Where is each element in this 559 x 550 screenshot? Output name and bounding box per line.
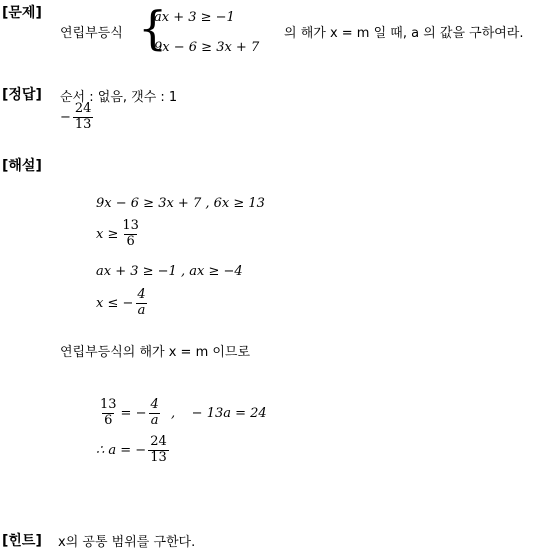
solution-step-4	[96, 288, 150, 319]
step4-fraction	[135, 288, 147, 319]
eq1-denominator-b: a	[150, 412, 159, 428]
eq1-rest: , − 13a = 24	[162, 405, 267, 421]
solution-equation-1	[96, 398, 267, 429]
answer-value	[60, 102, 95, 133]
eq1-numerator-a: 13	[100, 397, 117, 412]
system-line-2: 9x − 6 ≥ 3x + 7	[154, 40, 260, 55]
problem-intro: 연립부등식	[60, 26, 123, 41]
step4-denominator: a	[137, 302, 146, 318]
eq1-fraction-a	[98, 398, 119, 429]
eq1-mid: = −	[120, 405, 147, 421]
step4-numerator: 4	[137, 287, 146, 302]
step4-lhs: x ≤ −	[96, 295, 134, 311]
answer-fraction	[73, 102, 94, 133]
solution-tag: [해설]	[2, 158, 42, 174]
answer-denominator: 13	[74, 116, 92, 132]
answer-tag: [정답]	[2, 87, 42, 103]
solution-step-2	[96, 219, 143, 250]
step2-denominator: 6	[126, 233, 135, 249]
system-line-1: ax + 3 ≥ −1	[154, 10, 235, 25]
answer-sign: −	[60, 109, 71, 125]
answer-numerator: 24	[74, 101, 92, 116]
step2-fraction	[120, 219, 141, 250]
eq2-lhs: ∴ a = −	[96, 442, 147, 458]
solution-note: 연립부등식의 해가 x = m 이므로	[60, 345, 251, 360]
hint-tag: [힌트]	[2, 533, 42, 549]
step2-numerator: 13	[122, 218, 139, 233]
solution-equation-2	[96, 435, 171, 466]
eq2-fraction	[148, 435, 169, 466]
solution-step-1: 9x − 6 ≥ 3x + 7 , 6x ≥ 13	[96, 196, 265, 211]
eq2-denominator: 13	[150, 449, 167, 465]
answer-order: 순서 : 없음, 갯수 : 1	[60, 90, 178, 105]
eq2-numerator: 24	[150, 434, 167, 449]
problem-tag: [문제]	[2, 5, 42, 21]
hint-text: x의 공통 범위를 구한다.	[58, 535, 196, 550]
eq1-denominator-a: 6	[104, 412, 113, 428]
step2-lhs: x ≥	[96, 226, 119, 242]
eq1-fraction-b	[148, 398, 160, 429]
problem-question: 의 해가 x = m 일 때, a 의 값을 구하여라.	[284, 26, 524, 41]
system-brace: {	[138, 1, 168, 55]
solution-step-3: ax + 3 ≥ −1 , ax ≥ −4	[96, 264, 243, 279]
eq1-numerator-b: 4	[150, 397, 159, 412]
